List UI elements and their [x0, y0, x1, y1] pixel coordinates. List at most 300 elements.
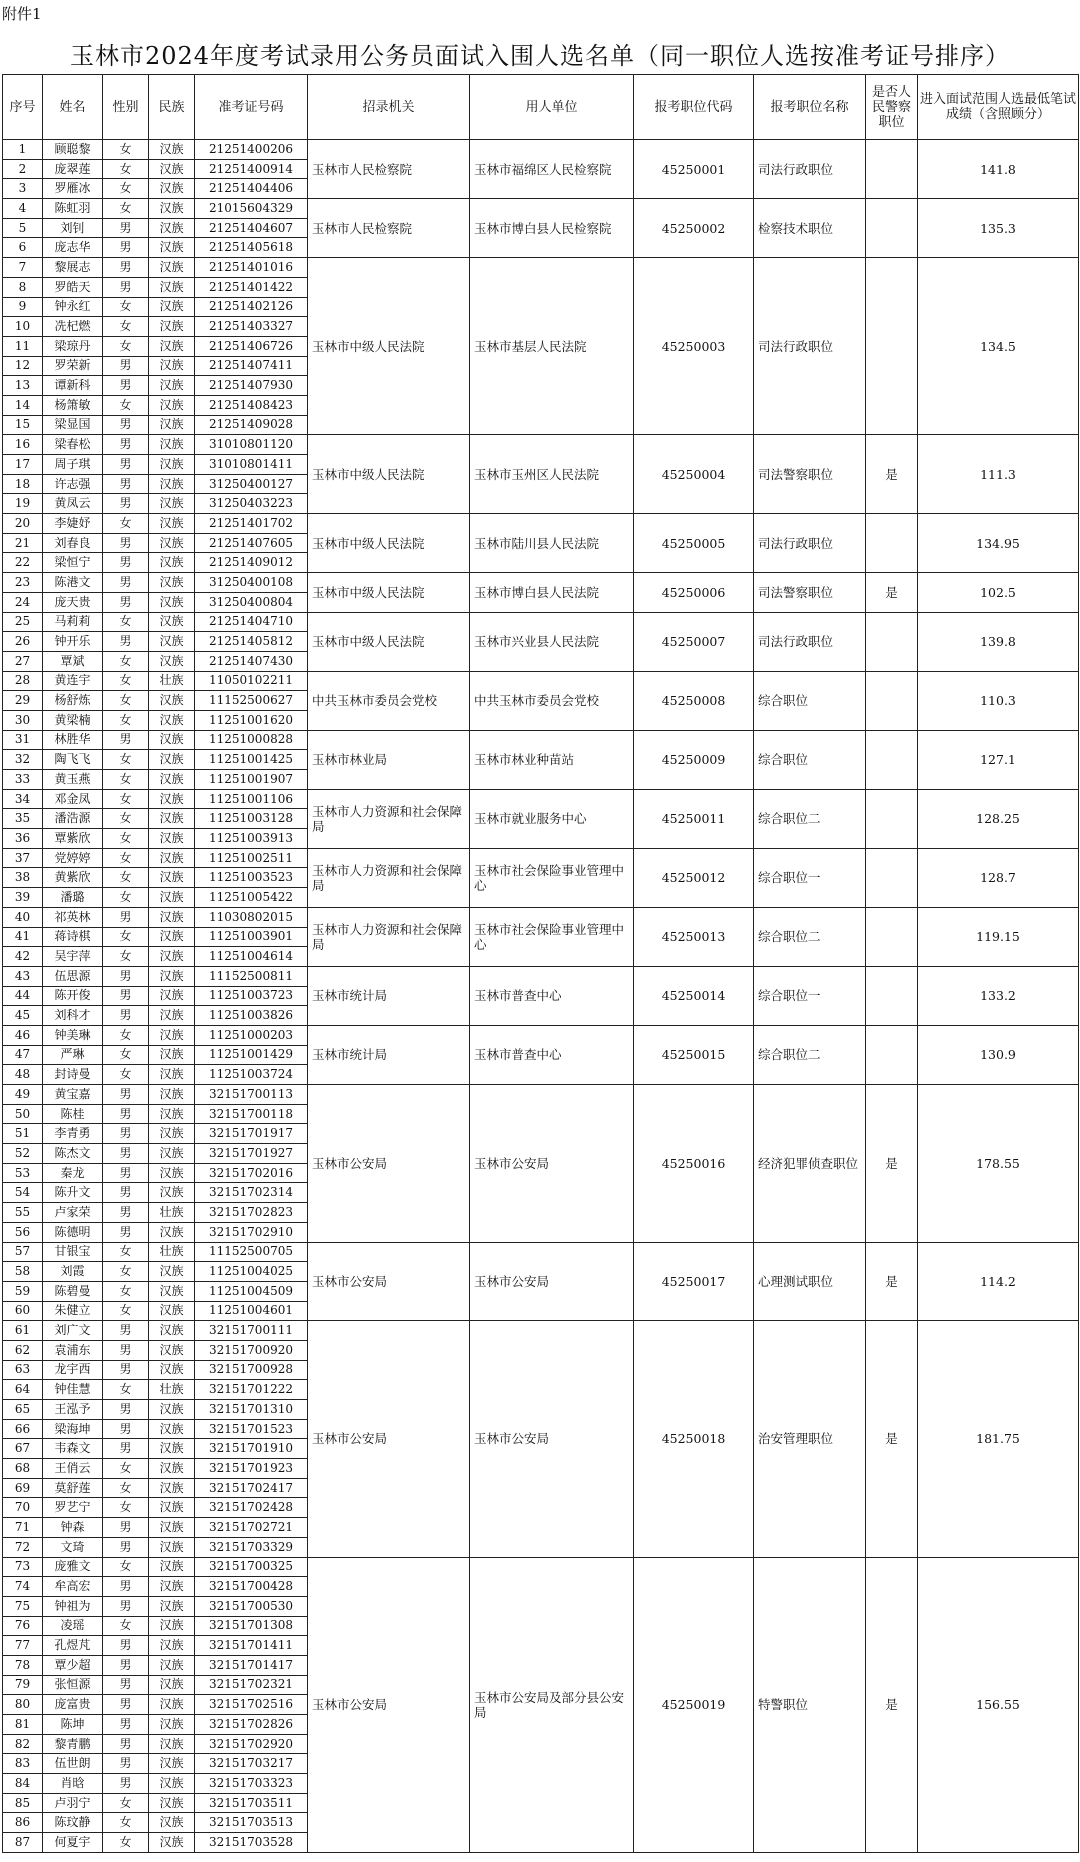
gender-cell: 女 — [103, 336, 149, 356]
seq-cell: 26 — [3, 632, 43, 652]
seq-cell: 55 — [3, 1203, 43, 1223]
unit-cell: 玉林市玉州区人民法院 — [470, 435, 634, 514]
seq-cell: 63 — [3, 1360, 43, 1380]
gender-cell: 女 — [103, 888, 149, 908]
name-cell: 邓金凤 — [43, 789, 103, 809]
gender-cell: 女 — [103, 140, 149, 160]
gender-cell: 女 — [103, 199, 149, 219]
seq-cell: 87 — [3, 1833, 43, 1853]
ticket-number-cell: 32151702321 — [195, 1675, 308, 1695]
name-cell: 陈碧曼 — [43, 1281, 103, 1301]
ethnicity-cell: 汉族 — [149, 376, 195, 396]
ticket-number-cell: 32151701910 — [195, 1439, 308, 1459]
name-cell: 顾聪黎 — [43, 140, 103, 160]
name-cell: 莫舒莲 — [43, 1478, 103, 1498]
post-name-cell: 综合职位二 — [754, 907, 866, 966]
ethnicity-cell: 汉族 — [149, 415, 195, 435]
gender-cell: 男 — [103, 474, 149, 494]
ethnicity-cell: 汉族 — [149, 907, 195, 927]
unit-cell: 中共玉林市委员会党校 — [470, 671, 634, 730]
name-cell: 卢羽宁 — [43, 1793, 103, 1813]
post-name-cell: 综合职位二 — [754, 1025, 866, 1084]
seq-cell: 4 — [3, 199, 43, 219]
police-cell — [866, 848, 918, 907]
unit-cell: 玉林市福绵区人民检察院 — [470, 140, 634, 199]
ticket-number-cell: 32151702016 — [195, 1163, 308, 1183]
gender-cell: 女 — [103, 1262, 149, 1282]
ticket-number-cell: 11251004509 — [195, 1281, 308, 1301]
seq-cell: 84 — [3, 1774, 43, 1794]
ethnicity-cell: 汉族 — [149, 1340, 195, 1360]
ticket-number-cell: 32151702920 — [195, 1734, 308, 1754]
ethnicity-cell: 汉族 — [149, 1577, 195, 1597]
table-row — [3, 907, 1079, 927]
ethnicity-cell: 汉族 — [149, 159, 195, 179]
gender-cell: 女 — [103, 809, 149, 829]
ethnicity-cell: 汉族 — [149, 1104, 195, 1124]
ethnicity-cell: 汉族 — [149, 1813, 195, 1833]
police-cell — [866, 671, 918, 730]
police-cell: 是 — [866, 1085, 918, 1243]
gender-cell: 男 — [103, 1537, 149, 1557]
police-cell — [866, 140, 918, 199]
seq-cell: 24 — [3, 592, 43, 612]
ticket-number-cell: 21251407605 — [195, 533, 308, 553]
min-score-cell: 181.75 — [918, 1321, 1079, 1557]
ethnicity-cell: 汉族 — [149, 1439, 195, 1459]
seq-cell: 78 — [3, 1655, 43, 1675]
name-cell: 刘钊 — [43, 218, 103, 238]
unit-cell: 玉林市兴业县人民法院 — [470, 612, 634, 671]
ticket-number-cell: 32151701917 — [195, 1124, 308, 1144]
name-cell: 梁海坤 — [43, 1419, 103, 1439]
name-cell: 庞天贵 — [43, 592, 103, 612]
ticket-number-cell: 31250403223 — [195, 494, 308, 514]
ticket-number-cell: 11251003913 — [195, 829, 308, 849]
seq-cell: 20 — [3, 514, 43, 534]
seq-cell: 34 — [3, 789, 43, 809]
org-cell: 玉林市统计局 — [308, 966, 470, 1025]
ethnicity-cell: 汉族 — [149, 573, 195, 593]
unit-cell: 玉林市社会保险事业管理中心 — [470, 848, 634, 907]
gender-cell: 男 — [103, 632, 149, 652]
police-cell: 是 — [866, 1242, 918, 1321]
ethnicity-cell: 汉族 — [149, 829, 195, 849]
org-cell: 玉林市人力资源和社会保障局 — [308, 907, 470, 966]
table-row — [3, 848, 1079, 868]
gender-cell: 男 — [103, 1695, 149, 1715]
police-cell — [866, 907, 918, 966]
ethnicity-cell: 汉族 — [149, 1262, 195, 1282]
police-cell: 是 — [866, 1557, 918, 1852]
seq-cell: 47 — [3, 1045, 43, 1065]
ethnicity-cell: 汉族 — [149, 1478, 195, 1498]
post-name-cell: 综合职位二 — [754, 789, 866, 848]
ticket-number-cell: 32151702721 — [195, 1518, 308, 1538]
seq-cell: 43 — [3, 966, 43, 986]
ethnicity-cell: 壮族 — [149, 1242, 195, 1262]
ethnicity-cell: 汉族 — [149, 1183, 195, 1203]
ticket-number-cell: 32151702314 — [195, 1183, 308, 1203]
name-cell: 覃少超 — [43, 1655, 103, 1675]
name-cell: 陈德明 — [43, 1222, 103, 1242]
ethnicity-cell: 汉族 — [149, 395, 195, 415]
ticket-number-cell: 32151703528 — [195, 1833, 308, 1853]
name-cell: 蒋诗棋 — [43, 927, 103, 947]
name-cell: 牟高宏 — [43, 1577, 103, 1597]
ticket-number-cell: 32151703513 — [195, 1813, 308, 1833]
gender-cell: 女 — [103, 1301, 149, 1321]
ticket-number-cell: 32151700530 — [195, 1596, 308, 1616]
gender-cell: 男 — [103, 455, 149, 475]
name-cell: 钟美琳 — [43, 1025, 103, 1045]
police-cell — [866, 258, 918, 435]
seq-cell: 67 — [3, 1439, 43, 1459]
gender-cell: 男 — [103, 1222, 149, 1242]
gender-cell: 女 — [103, 848, 149, 868]
gender-cell: 男 — [103, 533, 149, 553]
name-cell: 吴宇萍 — [43, 947, 103, 967]
seq-cell: 37 — [3, 848, 43, 868]
unit-cell: 玉林市陆川县人民法院 — [470, 514, 634, 573]
name-cell: 梁显国 — [43, 415, 103, 435]
ethnicity-cell: 汉族 — [149, 1281, 195, 1301]
gender-cell: 男 — [103, 1183, 149, 1203]
min-score-cell: 130.9 — [918, 1025, 1079, 1084]
gender-cell: 女 — [103, 1793, 149, 1813]
ethnicity-cell: 汉族 — [149, 238, 195, 258]
seq-cell: 23 — [3, 573, 43, 593]
ticket-number-cell: 32151703323 — [195, 1774, 308, 1794]
org-cell: 玉林市中级人民法院 — [308, 258, 470, 435]
ticket-number-cell: 32151700118 — [195, 1104, 308, 1124]
seq-cell: 6 — [3, 238, 43, 258]
seq-cell: 70 — [3, 1498, 43, 1518]
ticket-number-cell: 21251409028 — [195, 415, 308, 435]
ethnicity-cell: 汉族 — [149, 1537, 195, 1557]
min-score-cell: 134.95 — [918, 514, 1079, 573]
gender-cell: 男 — [103, 356, 149, 376]
name-cell: 甘银宝 — [43, 1242, 103, 1262]
table-row — [3, 1321, 1079, 1341]
seq-cell: 86 — [3, 1813, 43, 1833]
gender-cell: 女 — [103, 868, 149, 888]
seq-cell: 7 — [3, 258, 43, 278]
name-cell: 黎展志 — [43, 258, 103, 278]
org-cell: 玉林市中级人民法院 — [308, 573, 470, 612]
ethnicity-cell: 汉族 — [149, 1774, 195, 1794]
post-code-cell: 45250004 — [634, 435, 754, 514]
name-cell: 庞雅文 — [43, 1557, 103, 1577]
ticket-number-cell: 32151700325 — [195, 1557, 308, 1577]
post-name-cell: 司法行政职位 — [754, 514, 866, 573]
post-code-cell: 45250016 — [634, 1085, 754, 1243]
post-code-cell: 45250012 — [634, 848, 754, 907]
seq-cell: 18 — [3, 474, 43, 494]
ticket-number-cell: 21251407930 — [195, 376, 308, 396]
ticket-number-cell: 32151703217 — [195, 1754, 308, 1774]
name-cell: 卢家荣 — [43, 1203, 103, 1223]
name-cell: 祁英林 — [43, 907, 103, 927]
gender-cell: 男 — [103, 435, 149, 455]
gender-cell: 男 — [103, 573, 149, 593]
name-cell: 覃紫欣 — [43, 829, 103, 849]
seq-cell: 16 — [3, 435, 43, 455]
name-cell: 钟佳慧 — [43, 1380, 103, 1400]
name-cell: 张恒源 — [43, 1675, 103, 1695]
seq-cell: 62 — [3, 1340, 43, 1360]
ticket-number-cell: 32151701523 — [195, 1419, 308, 1439]
gender-cell: 男 — [103, 1655, 149, 1675]
gender-cell: 女 — [103, 1045, 149, 1065]
unit-cell: 玉林市博白县人民检察院 — [470, 199, 634, 258]
name-cell: 钟祖为 — [43, 1596, 103, 1616]
gender-cell: 女 — [103, 179, 149, 199]
ticket-number-cell: 11251005422 — [195, 888, 308, 908]
ticket-number-cell: 21251402126 — [195, 297, 308, 317]
gender-cell: 女 — [103, 1478, 149, 1498]
ethnicity-cell: 汉族 — [149, 1163, 195, 1183]
ethnicity-cell: 汉族 — [149, 1833, 195, 1853]
ethnicity-cell: 汉族 — [149, 1006, 195, 1026]
ethnicity-cell: 汉族 — [149, 1045, 195, 1065]
seq-cell: 13 — [3, 376, 43, 396]
name-cell: 钟永红 — [43, 297, 103, 317]
ethnicity-cell: 汉族 — [149, 1695, 195, 1715]
ethnicity-cell: 汉族 — [149, 770, 195, 790]
gender-cell: 女 — [103, 710, 149, 730]
seq-cell: 45 — [3, 1006, 43, 1026]
ticket-number-cell: 21251404607 — [195, 218, 308, 238]
seq-cell: 30 — [3, 710, 43, 730]
gender-cell: 女 — [103, 671, 149, 691]
police-cell: 是 — [866, 573, 918, 612]
name-cell: 梁春松 — [43, 435, 103, 455]
ethnicity-cell: 汉族 — [149, 297, 195, 317]
post-name-cell: 检察技术职位 — [754, 199, 866, 258]
ticket-number-cell: 32151702823 — [195, 1203, 308, 1223]
police-cell — [866, 966, 918, 1025]
post-code-cell: 45250003 — [634, 258, 754, 435]
name-cell: 谭新科 — [43, 376, 103, 396]
name-cell: 钟开乐 — [43, 632, 103, 652]
name-cell: 伍世朗 — [43, 1754, 103, 1774]
unit-cell: 玉林市基层人民法院 — [470, 258, 634, 435]
ticket-number-cell: 32151700920 — [195, 1340, 308, 1360]
seq-cell: 52 — [3, 1144, 43, 1164]
gender-cell: 男 — [103, 1144, 149, 1164]
ticket-number-cell: 31010801120 — [195, 435, 308, 455]
seq-cell: 75 — [3, 1596, 43, 1616]
seq-cell: 53 — [3, 1163, 43, 1183]
org-cell: 玉林市中级人民法院 — [308, 435, 470, 514]
ethnicity-cell: 汉族 — [149, 258, 195, 278]
table-row — [3, 1242, 1079, 1262]
gender-cell: 男 — [103, 1675, 149, 1695]
post-name-cell: 心理测试职位 — [754, 1242, 866, 1321]
seq-cell: 82 — [3, 1734, 43, 1754]
ethnicity-cell: 汉族 — [149, 1655, 195, 1675]
name-cell: 周子琪 — [43, 455, 103, 475]
min-score-cell: 133.2 — [918, 966, 1079, 1025]
name-cell: 陈玟静 — [43, 1813, 103, 1833]
seq-cell: 46 — [3, 1025, 43, 1045]
ticket-number-cell: 21015604329 — [195, 199, 308, 219]
gender-cell: 女 — [103, 770, 149, 790]
gender-cell: 男 — [103, 986, 149, 1006]
ethnicity-cell: 汉族 — [149, 927, 195, 947]
name-cell: 黎青鹏 — [43, 1734, 103, 1754]
ethnicity-cell: 汉族 — [149, 947, 195, 967]
name-cell: 黄凤云 — [43, 494, 103, 514]
gender-cell: 女 — [103, 1616, 149, 1636]
name-cell: 朱健立 — [43, 1301, 103, 1321]
org-cell: 玉林市中级人民法院 — [308, 514, 470, 573]
unit-cell: 玉林市普查中心 — [470, 966, 634, 1025]
ticket-number-cell: 32151701308 — [195, 1616, 308, 1636]
ticket-number-cell: 32151700113 — [195, 1085, 308, 1105]
gender-cell: 女 — [103, 317, 149, 337]
seq-cell: 5 — [3, 218, 43, 238]
ticket-number-cell: 32151702910 — [195, 1222, 308, 1242]
seq-cell: 2 — [3, 159, 43, 179]
name-cell: 刘广文 — [43, 1321, 103, 1341]
ticket-number-cell: 31010801411 — [195, 455, 308, 475]
police-cell — [866, 1025, 918, 1084]
unit-cell: 玉林市公安局 — [470, 1242, 634, 1321]
name-cell: 党婷婷 — [43, 848, 103, 868]
gender-cell: 女 — [103, 1380, 149, 1400]
seq-cell: 60 — [3, 1301, 43, 1321]
seq-cell: 41 — [3, 927, 43, 947]
org-cell: 玉林市人力资源和社会保障局 — [308, 848, 470, 907]
seq-cell: 74 — [3, 1577, 43, 1597]
table-row — [3, 258, 1079, 278]
gender-cell: 男 — [103, 1636, 149, 1656]
ticket-number-cell: 11152500811 — [195, 966, 308, 986]
post-code-cell: 45250013 — [634, 907, 754, 966]
table-row — [3, 514, 1079, 534]
seq-cell: 9 — [3, 297, 43, 317]
ethnicity-cell: 汉族 — [149, 1754, 195, 1774]
ticket-number-cell: 21251405618 — [195, 238, 308, 258]
header-cell: 报考职位名称 — [754, 75, 866, 140]
ethnicity-cell: 汉族 — [149, 1636, 195, 1656]
seq-cell: 15 — [3, 415, 43, 435]
gender-cell: 男 — [103, 1715, 149, 1735]
name-cell: 孔煜芃 — [43, 1636, 103, 1656]
name-cell: 肖晗 — [43, 1774, 103, 1794]
name-cell: 许志强 — [43, 474, 103, 494]
seq-cell: 31 — [3, 730, 43, 750]
ethnicity-cell: 汉族 — [149, 651, 195, 671]
table-row — [3, 671, 1079, 691]
header-cell: 招录机关 — [308, 75, 470, 140]
ticket-number-cell: 32151700928 — [195, 1360, 308, 1380]
ticket-number-cell: 11251000203 — [195, 1025, 308, 1045]
header-cell: 姓名 — [43, 75, 103, 140]
ethnicity-cell: 汉族 — [149, 455, 195, 475]
unit-cell: 玉林市社会保险事业管理中心 — [470, 907, 634, 966]
ticket-number-cell: 32151701417 — [195, 1655, 308, 1675]
name-cell: 韦森文 — [43, 1439, 103, 1459]
name-cell: 陈坤 — [43, 1715, 103, 1735]
ticket-number-cell: 32151701927 — [195, 1144, 308, 1164]
gender-cell: 男 — [103, 1754, 149, 1774]
seq-cell: 21 — [3, 533, 43, 553]
ticket-number-cell: 32151701411 — [195, 1636, 308, 1656]
ticket-number-cell: 32151703511 — [195, 1793, 308, 1813]
seq-cell: 25 — [3, 612, 43, 632]
seq-cell: 64 — [3, 1380, 43, 1400]
post-name-cell: 经济犯罪侦查职位 — [754, 1085, 866, 1243]
name-cell: 陈港文 — [43, 573, 103, 593]
name-cell: 陶飞飞 — [43, 750, 103, 770]
seq-cell: 85 — [3, 1793, 43, 1813]
ethnicity-cell: 汉族 — [149, 1498, 195, 1518]
name-cell: 杨舒炼 — [43, 691, 103, 711]
table-row — [3, 789, 1079, 809]
org-cell: 玉林市林业局 — [308, 730, 470, 789]
name-cell: 梁琼丹 — [43, 336, 103, 356]
ethnicity-cell: 汉族 — [149, 1222, 195, 1242]
min-score-cell: 178.55 — [918, 1085, 1079, 1243]
gender-cell: 女 — [103, 1281, 149, 1301]
name-cell: 黄玉燕 — [43, 770, 103, 790]
seq-cell: 14 — [3, 395, 43, 415]
post-name-cell: 综合职位一 — [754, 848, 866, 907]
seq-cell: 81 — [3, 1715, 43, 1735]
ethnicity-cell: 汉族 — [149, 336, 195, 356]
seq-cell: 22 — [3, 553, 43, 573]
gender-cell: 女 — [103, 789, 149, 809]
gender-cell: 女 — [103, 691, 149, 711]
ticket-number-cell: 11251003523 — [195, 868, 308, 888]
seq-cell: 54 — [3, 1183, 43, 1203]
post-code-cell: 45250014 — [634, 966, 754, 1025]
post-name-cell: 司法警察职位 — [754, 435, 866, 514]
gender-cell: 男 — [103, 1360, 149, 1380]
ethnicity-cell: 汉族 — [149, 435, 195, 455]
org-cell: 玉林市人力资源和社会保障局 — [308, 789, 470, 848]
gender-cell: 男 — [103, 1734, 149, 1754]
gender-cell: 男 — [103, 1439, 149, 1459]
table-row — [3, 966, 1079, 986]
post-code-cell: 45250006 — [634, 573, 754, 612]
table-row — [3, 1085, 1079, 1105]
min-score-cell: 134.5 — [918, 258, 1079, 435]
ethnicity-cell: 汉族 — [149, 1085, 195, 1105]
ethnicity-cell: 汉族 — [149, 592, 195, 612]
gender-cell: 男 — [103, 376, 149, 396]
post-name-cell: 治安管理职位 — [754, 1321, 866, 1557]
ticket-number-cell: 31250400804 — [195, 592, 308, 612]
table-row — [3, 730, 1079, 750]
ticket-number-cell: 21251403327 — [195, 317, 308, 337]
name-cell: 覃斌 — [43, 651, 103, 671]
ticket-number-cell: 11251001429 — [195, 1045, 308, 1065]
table-row — [3, 435, 1079, 455]
name-cell: 陈升文 — [43, 1183, 103, 1203]
seq-cell: 65 — [3, 1400, 43, 1420]
name-cell: 陈虹羽 — [43, 199, 103, 219]
gender-cell: 男 — [103, 277, 149, 297]
post-name-cell: 司法警察职位 — [754, 573, 866, 612]
gender-cell: 男 — [103, 1596, 149, 1616]
min-score-cell: 111.3 — [918, 435, 1079, 514]
gender-cell: 女 — [103, 1498, 149, 1518]
ticket-number-cell: 21251404406 — [195, 179, 308, 199]
